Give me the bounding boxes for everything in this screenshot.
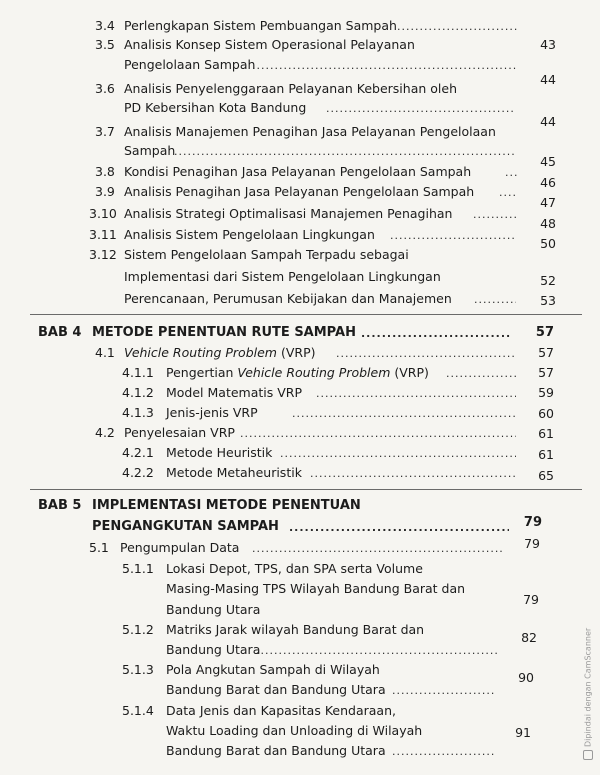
toc-number: 5.1.3 [122,662,154,677]
toc-title-cont: Bandung Barat dan Bandung Utara [166,682,386,697]
toc-title: Analisis Manajemen Penagihan Jasa Pelayanan Pengelolaan [124,124,496,139]
toc-title: Metode Heuristik [166,445,273,460]
toc-page-number: 60 [538,406,554,421]
toc-title: Analisis Konsep Sistem Operasional Pelayanan [124,37,415,52]
toc-title: Pengumpulan Data [120,540,240,555]
toc-title-italic: Vehicle Routing Problem [237,365,391,380]
toc-page-number: 53 [540,293,556,308]
toc-number: 4.1.1 [122,365,154,380]
toc-leader [361,325,510,343]
toc-leader [292,405,516,423]
toc-page-number: 90 [518,670,534,685]
section-divider [30,314,582,315]
watermark-text: Dipindai dengan CamScanner [583,627,593,747]
toc-number: 3.8 [95,164,115,179]
toc-page-number: 65 [538,468,554,483]
camscanner-icon [583,750,593,760]
toc-number: 3.4 [95,18,115,33]
toc-leader [310,465,516,483]
toc-page-number: 46 [540,175,556,190]
toc-number: 4.2.2 [122,465,154,480]
toc-title-cont: Waktu Loading dan Unloading di Wilayah [166,723,423,738]
chapter-label: BAB 5 [38,498,82,513]
toc-leader [280,445,516,463]
toc-title-cont: Masing-Masing TPS Wilayah Bandung Barat dan [166,581,466,596]
toc-title-cont: Bandung Utara [166,602,261,617]
toc-title: Analisis Penyelenggaraan Pelayanan Kebersihan oleh [124,81,457,96]
toc-title-italic: Vehicle Routing Problem [124,345,277,360]
toc-page-number: 57 [538,365,554,380]
toc-leader [392,682,496,700]
toc-title: Metode Metaheuristik [166,465,302,480]
toc-number: 5.1 [89,540,109,555]
toc-page-number: 50 [540,236,556,251]
toc-page-number: 91 [515,725,531,740]
toc-title: Matriks Jarak wilayah Bandung Barat dan [166,622,425,637]
toc-page-number: 61 [538,426,554,441]
toc-page-number: 57 [538,345,554,360]
toc-leader [336,345,516,363]
toc-title-cont: PD Kebersihan Kota Bandung [124,100,307,115]
toc-title-cont: Bandung Utara [166,642,261,657]
toc-number: 3.7 [95,124,115,139]
toc-leader [390,227,516,245]
toc-number: 3.12 [89,247,117,262]
toc-title: Analisis Strategi Optimalisasi Manajemen Penagihan [124,206,453,221]
toc-title: Jenis-jenis VRP [166,405,258,420]
toc-leader [446,365,516,383]
toc-title: Penyelesaian VRP [124,425,235,440]
toc-page-number: 79 [523,515,542,530]
toc-title-suffix: (VRP) [276,345,316,360]
toc-page-number: 48 [540,216,556,231]
chapter-title: METODE PENENTUAN RUTE SAMPAH [92,325,356,340]
toc-number: 3.5 [95,37,115,52]
toc-page-number: 79 [524,536,540,551]
scanner-watermark [583,628,593,760]
toc-leader [499,184,517,202]
chapter-title-cont: PENGANGKUTAN SAMPAH [92,519,279,534]
toc-leader [474,291,516,309]
toc-title-prefix: Pengertian [166,365,238,380]
toc-leader [392,743,496,761]
toc-page-number: 82 [521,630,537,645]
toc-number: 4.2 [95,425,115,440]
toc-title: Analisis Penagihan Jasa Pelayanan Pengelolaan Sampah [124,184,475,199]
toc-page-number: 44 [540,114,556,129]
toc-number: 4.1 [95,345,115,360]
toc-title: Model Matematis VRP [166,385,303,400]
toc-title [124,344,316,362]
toc-leader [240,425,516,443]
toc-number: 3.11 [89,227,117,242]
toc-title-cont: Pengelolaan Sampah [124,57,256,72]
chapter-title: IMPLEMENTASI METODE PENENTUAN [92,498,361,513]
chapter-label: BAB 4 [38,325,82,340]
toc-page-number: 59 [538,385,554,400]
toc-leader [252,57,516,75]
toc-number: 5.1.4 [122,703,154,718]
toc-leader [397,18,517,36]
toc-leader [473,206,517,224]
toc-leader [316,385,516,403]
toc-number: 3.10 [89,206,117,221]
toc-leader [289,519,509,537]
toc-page-number: 79 [523,592,539,607]
toc-leader [256,642,498,660]
toc-number: 5.1.1 [122,561,154,576]
toc-title [166,364,429,382]
toc-title: Pola Angkutan Sampah di Wilayah [166,662,380,677]
toc-number: 3.9 [95,184,115,199]
toc-number: 3.6 [95,81,115,96]
toc-leader [326,100,516,118]
toc-title: Lokasi Depot, TPS, dan SPA serta Volume [166,561,423,576]
toc-title-suffix: (VRP) [390,365,429,380]
toc-title-cont: Perencanaan, Perumusan Kebijakan dan Manajemen [124,291,452,306]
toc-title: Kondisi Penagihan Jasa Pelayanan Pengelolaan Sampah [124,164,472,179]
section-divider [30,489,582,490]
toc-number: 4.1.3 [122,405,154,420]
toc-number: 4.1.2 [122,385,154,400]
toc-page-number: 44 [540,72,556,87]
toc-page-number: 45 [540,154,556,169]
toc-title-cont: Bandung Barat dan Bandung Utara [166,743,386,758]
toc-page-number: 43 [540,37,556,52]
toc-page-number: 57 [535,325,554,340]
toc-title-cont: Sampah [124,143,176,158]
toc-leader [252,540,502,558]
toc-number: 5.1.2 [122,622,154,637]
toc-title: Perlengkapan Sistem Pembuangan Sampah [124,18,397,33]
toc-page-number: 52 [540,273,556,288]
toc-number: 4.2.1 [122,445,154,460]
toc-page-number: 47 [540,195,556,210]
toc-leader [174,143,516,161]
toc-title: Analisis Sistem Pengelolaan Lingkungan [124,227,375,242]
toc-page-number: 61 [538,447,554,462]
toc-title: Data Jenis dan Kapasitas Kendaraan, [166,703,396,718]
toc-title: Sistem Pengelolaan Sampah Terpadu sebagai [124,247,409,262]
toc-title-cont: Implementasi dari Sistem Pengelolaan Lingkungan [124,269,441,284]
toc-leader [505,164,517,182]
